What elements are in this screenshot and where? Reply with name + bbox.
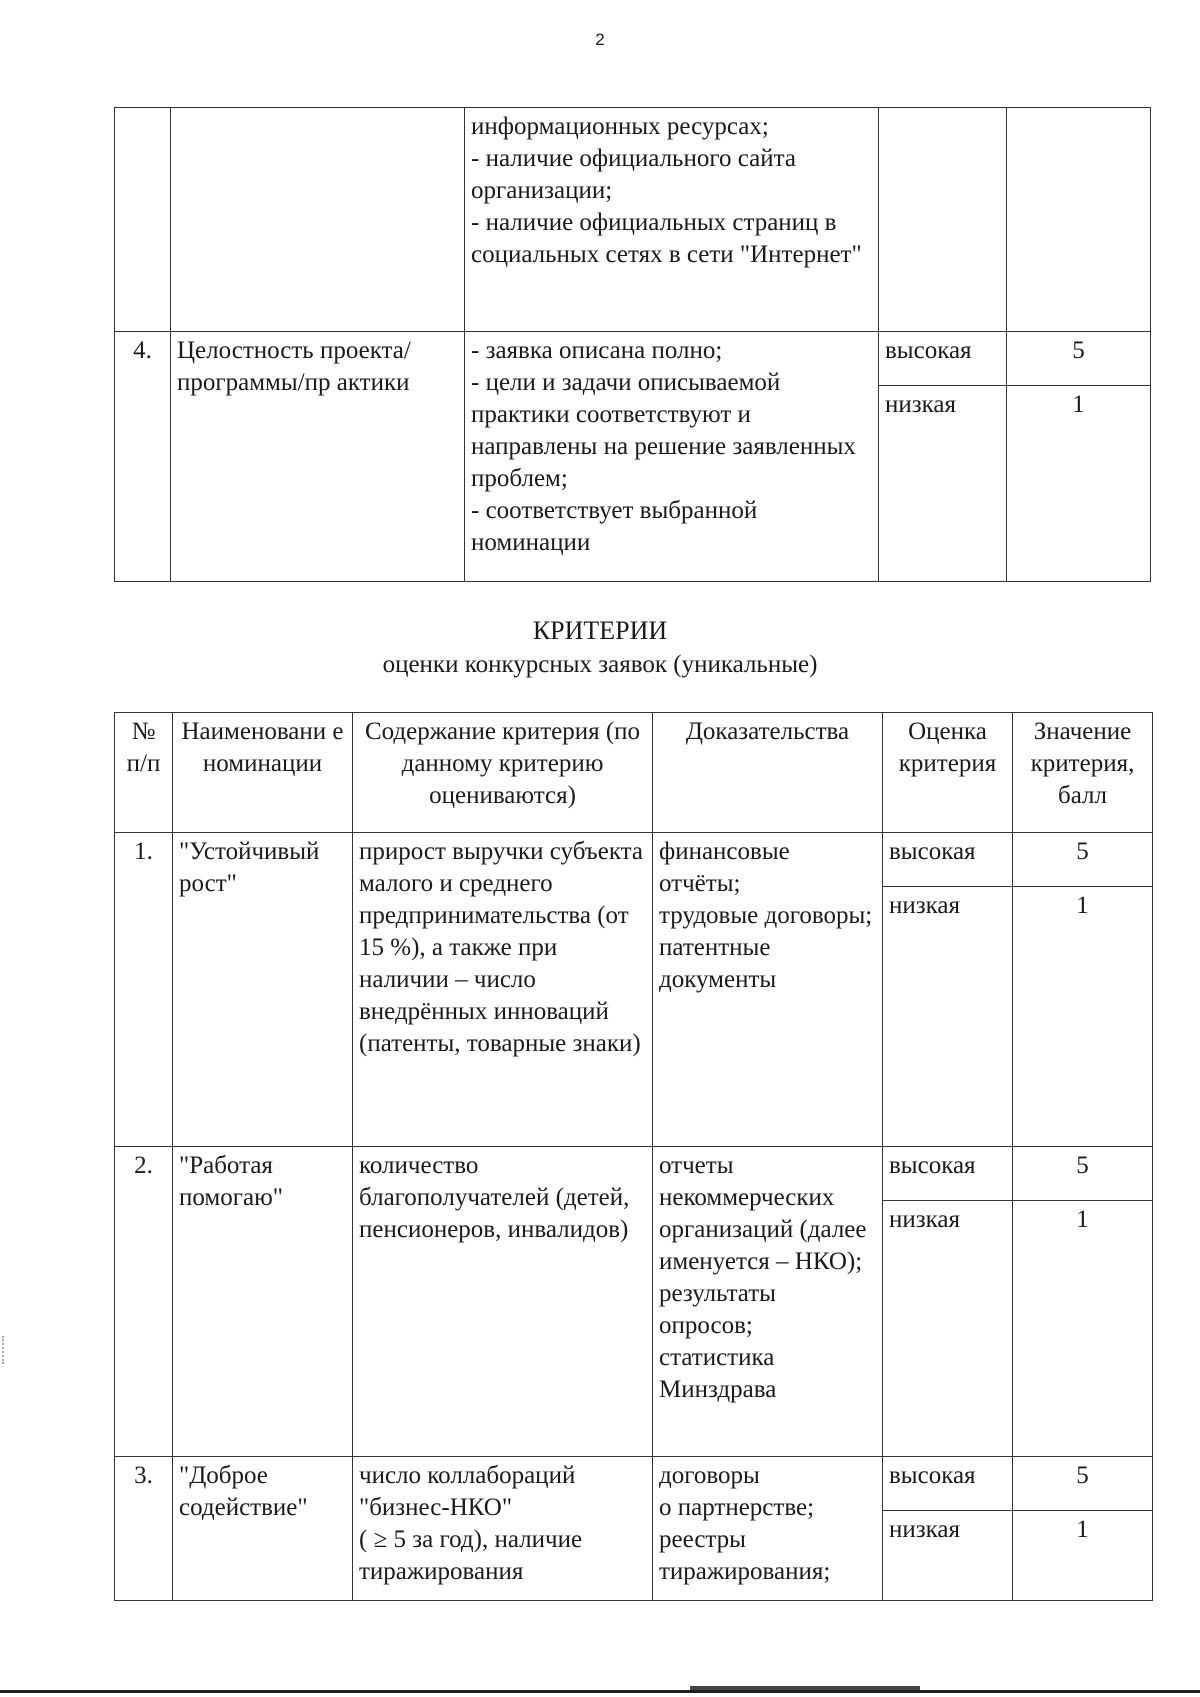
nomination-name: "Устойчивый рост"	[173, 833, 353, 1147]
row-number: 2.	[115, 1147, 173, 1457]
criterion-grade	[879, 108, 1007, 332]
nomination-name: "Работая помогаю"	[173, 1147, 353, 1457]
scan-margin-marks	[2, 1336, 8, 1364]
grade-high: высокая	[883, 833, 1013, 887]
table-row	[115, 833, 1153, 887]
criterion-content: информационных ресурсах; - наличие официального сайта организации; - наличие официальных страниц в социальных сетях в сети "Интернет"	[465, 108, 879, 332]
header-number: № п/п	[115, 713, 173, 833]
section-heading: КРИТЕРИИ	[532, 616, 668, 645]
bottom-rule-accent	[690, 1686, 920, 1690]
row-number: 3.	[115, 1457, 173, 1601]
header-grade: Оценка критерия	[883, 713, 1013, 833]
evidence: отчеты некоммерческих организаций (далее именуется – НКО); результаты опросов; статистика Минздрава	[653, 1147, 883, 1457]
criterion-content: - заявка описана полно; - цели и задачи описываемой практики соответствуют и направлены на решение заявленных проблем; - соответствует выбранной номинации	[465, 332, 879, 582]
score-high: 5	[1013, 833, 1153, 887]
criteria-table-continued	[114, 107, 1151, 582]
header-evidence: Доказательства	[653, 713, 883, 833]
grade-low: низкая	[879, 386, 1007, 582]
evidence: договоры о партнерстве; реестры тиражирования;	[653, 1457, 883, 1601]
score-low: 1	[1013, 887, 1153, 1147]
row-number	[115, 108, 171, 332]
nomination-name: "Доброе содействие"	[173, 1457, 353, 1601]
grade-high: высокая	[883, 1147, 1013, 1201]
grade-low: низкая	[883, 1201, 1013, 1457]
criterion-name: Целостность проекта/программы/пр актики	[171, 332, 465, 582]
table-row	[115, 1147, 1153, 1201]
header-nomination: Наименовани е номинации	[173, 713, 353, 833]
score-high: 5	[1013, 1457, 1153, 1511]
header-score: Значение критерия, балл	[1013, 713, 1153, 833]
bottom-rule	[0, 1690, 1200, 1693]
unique-criteria-table	[114, 712, 1153, 1601]
table-header-row	[115, 713, 1153, 833]
grade-high: высокая	[883, 1457, 1013, 1511]
grade-low: низкая	[883, 887, 1013, 1147]
criterion-score	[1007, 108, 1151, 332]
row-number: 4.	[115, 332, 171, 582]
criterion-content: количество благополучателей (детей, пенсионеров, инвалидов)	[353, 1147, 653, 1457]
criterion-content: прирост выручки субъекта малого и среднего предпринимательства (от 15 %), а также при наличии – число внедрённых инноваций (патенты, товарные знаки)	[353, 833, 653, 1147]
evidence: финансовые отчёты; трудовые договоры; патентные документы	[653, 833, 883, 1147]
section-subheading: оценки конкурсных заявок (уникальные)	[382, 651, 818, 678]
score-high: 5	[1013, 1147, 1153, 1201]
header-content: Содержание критерия (по данному критерию оцениваются)	[353, 713, 653, 833]
table-row	[115, 108, 1151, 332]
table-row	[115, 332, 1151, 386]
criterion-content: число коллабораций "бизнес-НКО" ( ≥ 5 за год), наличие тиражирования	[353, 1457, 653, 1601]
score-low: 1	[1013, 1201, 1153, 1457]
table-row	[115, 1457, 1153, 1511]
grade-high: высокая	[879, 332, 1007, 386]
grade-low: низкая	[883, 1511, 1013, 1601]
criterion-name	[171, 108, 465, 332]
score-low: 1	[1013, 1511, 1153, 1601]
row-number: 1.	[115, 833, 173, 1147]
page-number: 2	[595, 30, 605, 49]
score-low: 1	[1007, 386, 1151, 582]
score-high: 5	[1007, 332, 1151, 386]
